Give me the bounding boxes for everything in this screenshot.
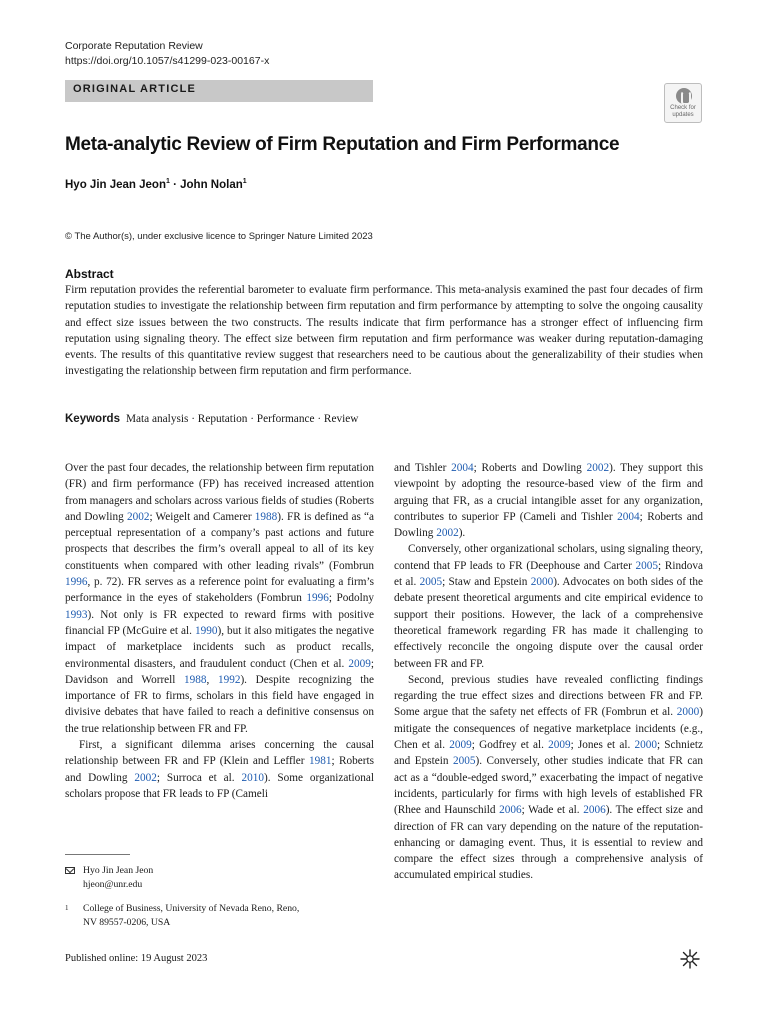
citation-link[interactable]: 1990 [194, 624, 218, 637]
body-paragraph: and Tishler 2004; Roberts and Dowling 2002). They support this viewpoint by adopting the resource-based view of the firm and arguing that FR, as a crucial intangible asset for any organization, contributes to superior FP (Cameli and Tishler 2004; Roberts and Dowling 2002). [394, 462, 703, 540]
author-list [65, 178, 247, 191]
check-for-updates-badge[interactable] [664, 83, 702, 123]
affiliation-line: NV 89557-0206, USA [83, 916, 171, 928]
footnote-divider [65, 854, 130, 855]
springer-horse-icon [679, 948, 701, 970]
abstract-text: Firm reputation provides the referential barometer to evaluate firm performance. This meta-analysis examined the past four decades of firm reputation studies to investigate the relationship between firm reputation and firm performance by attempting to solve the ongoing causality and effect size issues between the two constructs. The results indicate that firm performance has a stronger effect of influencing firm reputation using signaling theory. The effect size between firm reputation and firm performance was weaker during reputation-damaging events. The results of this quantitative review suggest that researchers need to be cautious about the generalizability of their studies when investigating the relationship between firm reputation and firm performance. [65, 284, 703, 378]
check-for-updates-icon [676, 88, 692, 104]
citation-link[interactable]: 1988 [184, 673, 207, 686]
author-separator: · [169, 178, 181, 191]
citation-link[interactable]: 2004 [617, 510, 640, 523]
citation-link[interactable]: 2000 [634, 739, 657, 752]
body-paragraph: First, a significant dilemma arises concerning the causal relationship between FR and FP (Klein and Leffler 1981; Roberts and Dowling 2002; Surroca et al. 2010). Some organizational scholars propose that FR leads to FP (Cameli [65, 739, 374, 800]
citation-link[interactable]: 2009 [548, 739, 571, 752]
citation-link[interactable]: 2002 [586, 462, 610, 474]
author-name[interactable]: Hyo Jin Jean Jeon [65, 178, 166, 191]
citation-link[interactable]: 2005 [635, 559, 659, 572]
body-column-right [394, 460, 703, 884]
published-date: Published online: 19 August 2023 [65, 953, 208, 964]
check-for-updates-text: Check for updates [670, 105, 696, 118]
affiliation-mark: 1 [65, 904, 69, 912]
article-title: Meta-analytic Review of Firm Reputation and Firm Performance [65, 134, 620, 155]
envelope-icon [65, 864, 75, 879]
citation-link[interactable]: 2005 [419, 576, 443, 589]
body-paragraph: Over the past four decades, the relationship between firm reputation (FR) and firm performance (FP) has received increased attention from managers and scholars across various fields of studies (Roberts and Dowling 2002; Weigelt and Camerer 1988). FR is defined as “a perceptual representation of a company’s past actions and future prospects that describes the firm’s overall appeal to all of its key constituents when compared with other leading rivals” (Fombrun 1996, p. 72). FR serves as a reference point for evaluating a firm’s performance in the eyes of stakeholders (Fombrun 1996; Podolny 1993). Not only is FR expected to reward firms with positive financial FP (McGuire et al. 1990), but it also mitigates the negative impact of marketplace incidents such as product recalls, environmental disasters, and fraudulent conduct (Chen et al. 2009; Davidson and Worrell 1988, 1992). Despite recognizing the importance of FR to firms, scholars in this field have engaged in divisive debates that have failed to reach a definitive consensus on the true relationship between FR and FP. [65, 462, 375, 735]
author-name[interactable]: John Nolan [180, 178, 243, 191]
corresponding-author-name: Hyo Jin Jean Jeon [83, 865, 154, 876]
citation-link[interactable]: 1996 [306, 592, 329, 605]
citation-link[interactable]: 2010 [241, 771, 264, 784]
doi-link[interactable]: https://doi.org/10.1057/s41299-023-00167-x [65, 55, 270, 67]
citation-link[interactable]: 2006 [583, 804, 606, 817]
article-type-label: ORIGINAL ARTICLE [73, 83, 197, 95]
body-column-left [65, 460, 374, 802]
body-paragraph: Second, previous studies have revealed conflicting findings regarding the true effect sizes and directions between FR and FP. Some argue that the safety net effects of FR (Fombrun et al. 2000) mitigate the consequences of negative marketplace incidents (e.g., Chen et al. 2009; Godfrey et al. 2009; Jones et al. 2000; Schnietz and Epstein 2005). Conversely, other studies indicate that FR can act as a “double-edged sword,” exacerbating the impact of negative incidents, particularly for firms with high levels of established FR (Rhee and Haunschild 2006; Wade et al. 2006). The effect size and direction of FR can vary depending on the nature of the reputation-enhancing or damaging event. Thus, it is essential to review and compare the effect sizes through a comprehensive analysis of accumulated empirical studies. [394, 673, 703, 882]
citation-link[interactable]: 1992 [217, 673, 241, 686]
citation-link[interactable]: 1993 [65, 608, 88, 621]
citation-link[interactable]: 2004 [451, 462, 474, 474]
citation-link[interactable]: 2002 [134, 771, 157, 784]
author-affil-mark: 1 [242, 178, 247, 185]
keywords-text: Mata analysis · Reputation · Performance · Review [125, 413, 359, 425]
citation-link[interactable]: 2002 [436, 527, 459, 540]
article-type-banner [65, 80, 373, 102]
citation-link[interactable]: 2000 [530, 576, 554, 589]
abstract-heading: Abstract [65, 267, 114, 281]
body-paragraph: Conversely, other organizational scholars, using signaling theory, contend that FP leads to FR (Deephouse and Carter 2005; Rindova et al. 2005; Staw and Epstein 2000). Advocates on both sides of the debate present theoretical arguments and cite empirical evidence to support their positions. However, the lack of a comprehensive theoretical framework regarding FR has made it challenging to effectively reconcile the ongoing dispute over the causal order between FR and FP. [394, 543, 703, 670]
citation-link[interactable]: 2009 [348, 657, 371, 670]
author-affil-mark: 1 [165, 178, 170, 185]
citation-link[interactable]: 2005 [452, 755, 476, 768]
keywords-line [65, 413, 358, 425]
corresponding-author-email[interactable]: hjeon@unr.edu [83, 878, 143, 890]
affiliation-line: College of Business, University of Nevada Reno, Reno, [83, 903, 300, 914]
copyright-line: © The Author(s), under exclusive licence to Springer Nature Limited 2023 [65, 231, 373, 242]
running-header [65, 39, 269, 69]
journal-name: Corporate Reputation Review [65, 40, 203, 52]
citation-link[interactable]: 2009 [449, 739, 472, 752]
citation-link[interactable]: 2002 [126, 510, 150, 523]
citation-link[interactable]: 1981 [308, 755, 332, 768]
citation-link[interactable]: 2006 [499, 804, 522, 817]
keywords-heading: Keywords [65, 413, 120, 425]
citation-link[interactable]: 1996 [65, 576, 88, 589]
citation-link[interactable]: 1988 [254, 510, 278, 523]
citation-link[interactable]: 2000 [676, 706, 700, 719]
